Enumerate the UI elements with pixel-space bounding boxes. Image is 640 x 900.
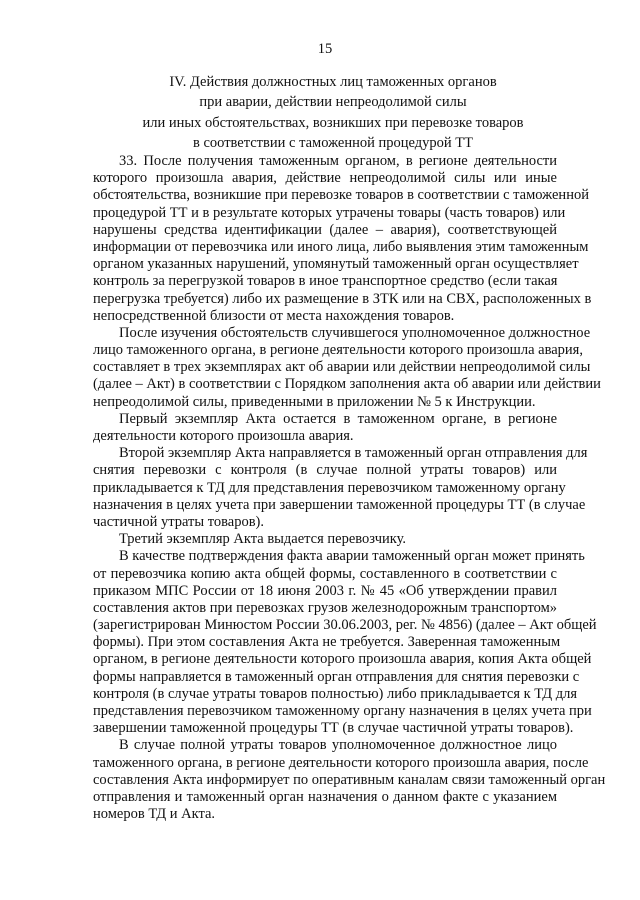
text-line: информации от перевозчика или иного лица, либо выявления этим таможенным [93, 238, 589, 255]
text-line: которого произошла авария, действие непреодолимой силы или иные [93, 170, 557, 187]
text-line: от перевозчика копию акта общей формы, составленного в соответствии с [93, 565, 557, 582]
paragraph [93, 531, 557, 548]
text-line: Третий экземпляр Акта выдается перевозчику. [119, 531, 407, 548]
text-line: В случае полной утраты товаров уполномоченное должностное лицо [119, 737, 557, 754]
paragraph [93, 411, 557, 445]
text-line: контроль за перегрузкой товаров в иное транспортное средство (если такая [93, 273, 558, 290]
text-line: составления актов при перевозках грузов железнодорожным транспортом» [93, 599, 558, 616]
paragraph [93, 445, 588, 531]
text-line: процедурой ТТ и в результате которых утрачены товары (часть товаров) или [93, 204, 566, 221]
text-line: После изучения обстоятельств случившегося уполномоченное должностное [119, 324, 591, 341]
paragraph [93, 737, 606, 823]
paragraph [93, 153, 592, 325]
text-line: отправления и таможенный орган назначения о данном факте с указанием [93, 788, 557, 805]
text-line: назначения в целях учета при завершении таможенной процедуры ТТ (в случае [93, 496, 586, 513]
text-line: органом указанных нарушений, упомянутый таможенный орган осуществляет [93, 256, 579, 273]
text-line: формы). При этом составления Акта не требуется. Заверенная таможенным [93, 634, 561, 651]
text-line: завершении таможенной процедуры ТТ (в случае частичной утраты товаров). [93, 720, 574, 737]
heading-line: при аварии, действии непреодолимой силы [199, 94, 467, 111]
paragraph [93, 324, 601, 411]
text-line: представления перевозчиком таможенному органу назначения в целях учета при [93, 703, 592, 719]
document-body [93, 153, 606, 823]
text-line: обстоятельства, возникшие при перевозке товаров в соответствии с таможенной [93, 187, 589, 204]
section-heading [93, 72, 573, 153]
text-line: Первый экземпляр Акта остается в таможенном органе, в регионе [119, 410, 557, 427]
text-line: непреодолимой силы, приведенными в приложении № 5 к Инструкции. [93, 393, 536, 410]
text-line: (далее – Акт) в соответствии с Порядком заполнения акта об аварии или действии [93, 376, 601, 393]
text-line: составляет в трех экземплярах акт об аварии или действии непреодолимой силы [93, 359, 591, 376]
heading-line: IV. Действия должностных лиц таможенных органов [169, 74, 497, 90]
text-line: частичной утраты товаров). [93, 513, 265, 530]
text-line: (зарегистрирован Минюстом России 30.06.2003, рег. № 4856) (далее – Акт общей [93, 617, 597, 634]
text-line: таможенного органа, в регионе деятельности которого произошла авария, после [93, 754, 589, 771]
text-line: деятельности которого произошла авария. [93, 428, 354, 444]
text-line: Второй экземпляр Акта направляется в таможенный орган отправления для [119, 445, 588, 462]
text-line: непосредственной близости от места нахождения товаров. [93, 307, 455, 324]
text-line: 33. После получения таможенным органом, в регионе деятельности [119, 153, 557, 169]
text-line: нарушены средства идентификации (далее – авария), соответствующей [93, 221, 557, 238]
text-line: лицо таможенного органа, в регионе деятельности которого произошла авария, [93, 342, 583, 359]
text-line: составления Акта информирует по оперативным каналам связи таможенный орган [93, 771, 606, 788]
paragraph [93, 548, 597, 737]
text-line: снятия перевозки с контроля (в случае полной утраты товаров) или [93, 462, 557, 479]
text-line: органом, в регионе деятельности которого произошла авария, копия Акта общей [93, 651, 592, 668]
text-line: номеров ТД и Акта. [93, 806, 216, 823]
text-line: приказом МПС России от 18 июня 2003 г. № 45 «Об утверждении правил [93, 582, 557, 599]
text-line: формы направляется в таможенный орган отправления для снятия перевозки с [93, 668, 580, 685]
text-line: перегрузка требуется) либо их размещение в ЗТК или на СВХ, расположенных в [93, 290, 592, 307]
heading-line: или иных обстоятельствах, возникших при перевозке товаров [142, 114, 524, 131]
heading-line: в соответствии с таможенной процедурой ТТ [192, 134, 473, 151]
text-line: В качестве подтверждения факта аварии таможенный орган может принять [119, 548, 585, 565]
page-number: 15 [317, 41, 333, 57]
text-line: контроля (в случае утраты товаров полностью) либо прикладывается к ТД для [93, 685, 578, 702]
text-line: прикладывается к ТД для представления перевозчиком таможенному органу [93, 479, 566, 496]
